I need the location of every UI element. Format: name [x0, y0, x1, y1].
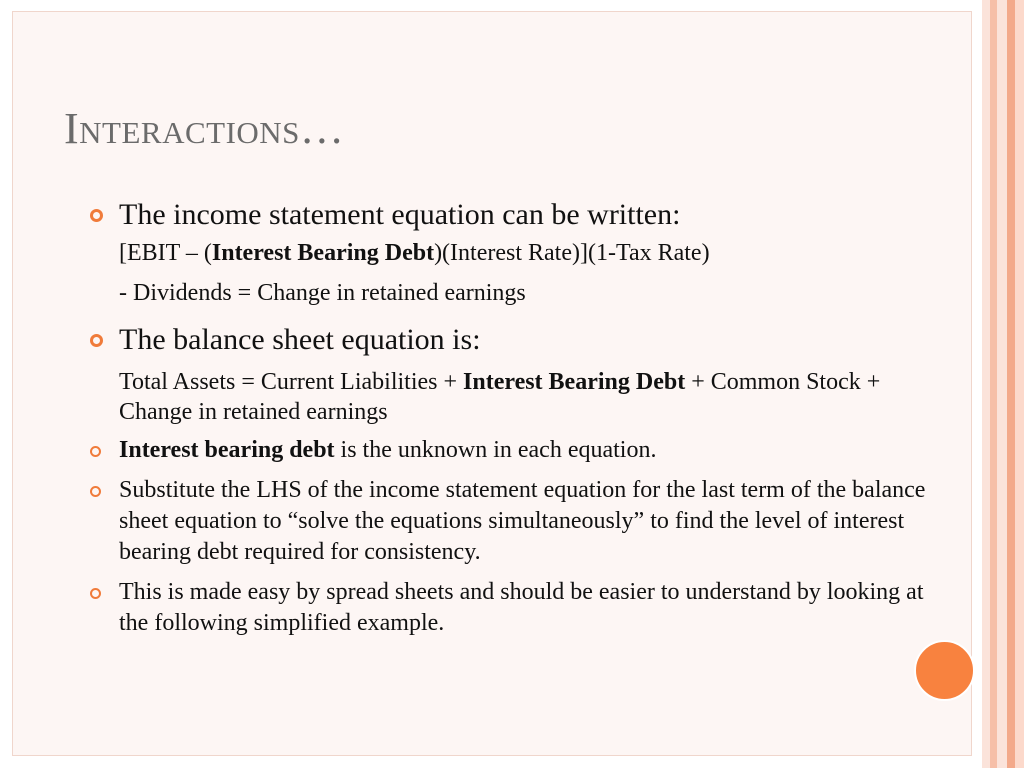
- bullet-text: Substitute the LHS of the income statement equation for the last term of the balance sheet equation to “solve the equations simultaneously” to find the level of interest bearing debt required for consistency.: [119, 477, 926, 565]
- bullet-text: This is made easy by spread sheets and should be easier to understand by looking at the following simplified example.: [119, 579, 924, 636]
- slide-title: Interactions…: [64, 104, 345, 153]
- bullet-text: The income statement equation can be written:: [119, 198, 681, 231]
- bullet-bold-text: Interest bearing debt: [119, 437, 335, 463]
- income-equation-line-2: [90, 278, 940, 308]
- bullet-marker-icon: [90, 209, 103, 222]
- equation-text: + Common Stock + Change in retained earnings: [119, 369, 881, 425]
- decorative-circle: [914, 640, 975, 701]
- bullet-marker-icon: [90, 446, 101, 457]
- slide-body: [90, 196, 940, 639]
- bullet-spreadsheets: [90, 577, 940, 639]
- bullet-unknown: [90, 435, 940, 466]
- bullet-text: The balance sheet equation is:: [119, 323, 481, 356]
- income-equation-line-1: [90, 238, 940, 268]
- equation-text: - Dividends = Change in retained earnings: [119, 280, 526, 306]
- bullet-marker-icon: [90, 486, 101, 497]
- stripe-3: [997, 0, 1007, 768]
- stripe-5: [1015, 0, 1024, 768]
- decorative-side-stripes: [974, 0, 1024, 768]
- equation-text: Total Assets = Current Liabilities +: [119, 369, 464, 395]
- equation-text: [EBIT – (: [119, 240, 212, 266]
- bullet-marker-icon: [90, 334, 103, 347]
- bullet-income-statement: [90, 196, 940, 234]
- equation-bold-term: Interest Bearing Debt: [211, 240, 435, 266]
- bullet-balance-sheet: [90, 321, 940, 359]
- bullet-marker-icon: [90, 588, 101, 599]
- bullet-text: is the unknown in each equation.: [334, 437, 657, 463]
- equation-text: )(Interest Rate)](1-Tax Rate): [434, 240, 710, 266]
- balance-equation: [90, 367, 940, 427]
- equation-bold-term: Interest Bearing Debt: [463, 369, 686, 395]
- stripe-1: [982, 0, 990, 768]
- stripe-2: [990, 0, 997, 768]
- stripe-4: [1007, 0, 1015, 768]
- bullet-substitute: [90, 475, 940, 568]
